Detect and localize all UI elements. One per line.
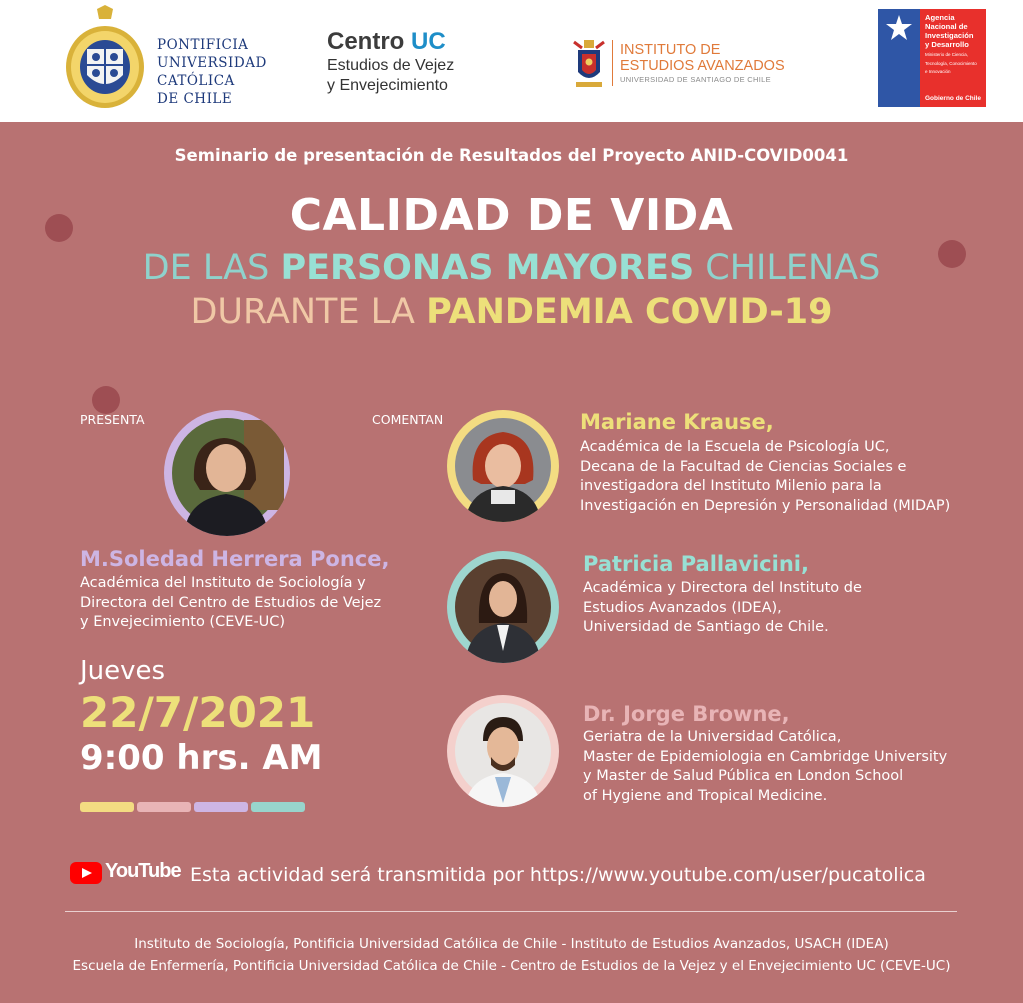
footer-line-1: Instituto de Sociología, Pontificia Universidad Católica de Chile - Instituto de Estudios Avanzados, USACH (IDEA) [134, 936, 889, 952]
commentator-photo-browne [447, 695, 559, 807]
usach-divider [612, 40, 613, 86]
event-time: 9:00 hrs. AM [80, 738, 323, 778]
youtube-stream-link[interactable]: Esta actividad será transmitida por https://www.youtube.com/user/pucatolica [190, 864, 926, 886]
youtube-play-icon [70, 862, 102, 884]
title-line-2: DE LAS PERSONAS MAYORES CHILENAS [142, 248, 881, 288]
footer-divider [65, 911, 957, 912]
logo-header [0, 0, 1023, 122]
commentator-photo-pallavicini [447, 551, 559, 663]
puc-name: PONTIFICIA UNIVERSIDAD CATÓLICA DE CHILE [157, 37, 267, 107]
commentator-name-krause: Mariane Krause, [580, 410, 774, 434]
usach-crest-logo [570, 38, 608, 90]
color-bar-lavender [194, 802, 248, 812]
commentator-description-pallavicini: Académica y Directora del Instituto de Estudios Avanzados (IDEA), Universidad de Santiago de Chile. [583, 580, 862, 635]
title-line-1: CALIDAD DE VIDA [289, 190, 734, 241]
usach-name: INSTITUTO DE ESTUDIOS AVANZADOS UNIVERSIDAD DE SANTIAGO DE CHILE [620, 42, 785, 84]
commentator-name-browne: Dr. Jorge Browne, [583, 702, 790, 726]
anid-logo: Agencia Nacional de Investigación y Desarrollo Ministerio de Ciencia, Tecnología, Conocimiento e Innovación Gobierno de Chile [878, 9, 986, 107]
presenta-label: PRESENTA [80, 412, 145, 427]
color-bar-yellow [80, 802, 134, 812]
centro-uc-logo: Centro UC Estudios de Vejez y Envejecimiento [327, 28, 455, 94]
puc-seal-logo [64, 5, 146, 109]
color-bar-pink [137, 802, 191, 812]
event-date: 22/7/2021 [80, 688, 316, 737]
commentator-description-krause: Académica de la Escuela de Psicología UC, Decana de la Facultad de Ciencias Sociales e investigadora del Instituto Milenio para la Investigación en Depresión y Personalidad (MIDAP) [580, 439, 951, 514]
presenter-description: Académica del Instituto de Sociología y Directora del Centro de Estudios de Vejez y Envejecimiento (CEVE-UC) [80, 575, 382, 630]
footer-line-2: Escuela de Enfermería, Pontificia Universidad Católica de Chile - Centro de Estudios de la Vejez y el Envejecimiento UC (CEVE-UC) [72, 958, 951, 974]
color-bar-teal [251, 802, 305, 812]
commentator-name-pallavicini: Patricia Pallavicini, [583, 552, 809, 576]
event-poster: Seminario de presentación de Resultados del Proyecto ANID-COVID0041 CALIDAD DE VIDA DE LAS PERSONAS MAYORES CHILENAS DURANTE LA PANDEMIA COVID-19 PRESENTA COMENTAN M.Soledad Herrera Ponce, Académica del Instituto de Sociología y Directora del Centro de Estudios de Vejez y Envejecimiento (CEVE-UC) Mariane Krause, Académica de la Escuela de Psicología UC, Decana de la Facultad de Ciencias Sociales e investigadora del Instituto Milenio para la Investigación en Depresión y Personalidad (MIDAP) Patricia Pallavicini, Académica y Directora del Instituto de Estudios Avanzados (IDEA), Universidad de Santiago de Chile. Dr. Jorge Browne, Geriatra de la Universidad Católica, Master de Epidemiologia en Cambridge University y Master de Salud Pública en London School of Hygiene and Tropical Medicine. Jueves 22/7/2021 9:00 hrs. AM YouTube Esta actividad será transmitida por https://www.youtube.com/user/pucatolica Instituto de Sociología, Pontificia Universidad Católica de Chile - Instituto de Estudios Avanzados, USACH (IDEA) Escuela de Enfermería, Pontificia Universidad Católica de Chile - Centro de Estudios de la Vejez y el Envejecimiento UC (CEVE-UC) [0, 122, 1023, 1003]
star-icon [883, 13, 915, 43]
seminar-subtitle: Seminario de presentación de Resultados del Proyecto ANID-COVID0041 [174, 146, 849, 165]
presenter-name: M.Soledad Herrera Ponce, [80, 547, 390, 571]
title-line-3: DURANTE LA PANDEMIA COVID-19 [190, 292, 833, 332]
decorative-dot [92, 386, 120, 414]
commentator-description-browne: Geriatra de la Universidad Católica, Master de Epidemiologia en Cambridge University y Master de Salud Pública en London School of Hygiene and Tropical Medicine. [583, 729, 948, 804]
comentan-label: COMENTAN [372, 412, 444, 427]
presenter-photo [164, 410, 290, 536]
event-day: Jueves [80, 656, 166, 686]
commentator-photo-krause [447, 410, 559, 522]
